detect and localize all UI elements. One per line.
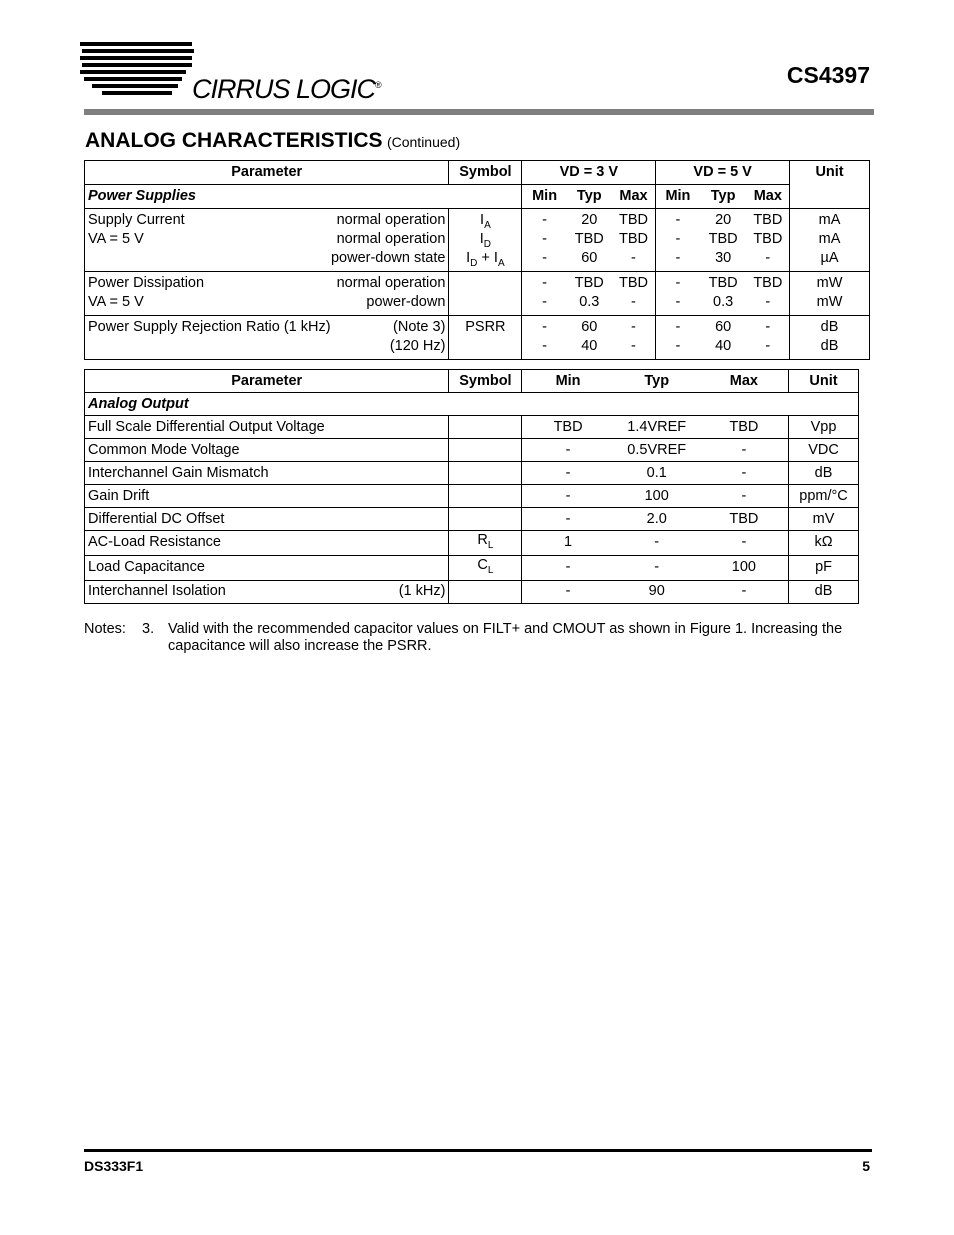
footer-rule bbox=[84, 1149, 872, 1152]
sub-typ: Typ bbox=[700, 185, 747, 209]
table-row bbox=[85, 508, 859, 531]
analog-output-table bbox=[84, 369, 859, 604]
header-min: Min bbox=[522, 370, 614, 393]
max-cell: - bbox=[700, 580, 789, 603]
max-cell: TBD bbox=[700, 508, 789, 531]
power-supplies-table bbox=[84, 160, 870, 360]
vd3-max: - - bbox=[612, 316, 656, 360]
header-symbol: Symbol bbox=[449, 370, 522, 393]
header-vd3: VD = 3 V bbox=[522, 161, 656, 185]
symbol-cell bbox=[449, 439, 522, 462]
param-cell: AC-Load Resistance bbox=[85, 531, 449, 556]
section-label-power-supplies: Power Supplies bbox=[85, 185, 522, 209]
symbol-cell bbox=[449, 462, 522, 485]
vd3-min: - - bbox=[522, 272, 567, 316]
typ-cell: 0.5VREF bbox=[614, 439, 700, 462]
vd5-typ: 20 TBD 30 bbox=[700, 209, 747, 272]
symbol-cell: PSRR bbox=[449, 316, 522, 360]
typ-cell: 90 bbox=[614, 580, 700, 603]
max-cell: 100 bbox=[700, 555, 789, 580]
cirrus-logic-logo bbox=[80, 36, 400, 106]
typ-cell: - bbox=[614, 531, 700, 556]
table-row bbox=[85, 416, 859, 439]
header-vd5: VD = 5 V bbox=[656, 161, 790, 185]
max-cell: TBD bbox=[700, 416, 789, 439]
min-cell: - bbox=[522, 508, 614, 531]
table-row bbox=[85, 485, 859, 508]
section-title: ANALOG CHARACTERISTICS bbox=[85, 129, 383, 152]
table-header-row bbox=[85, 161, 870, 185]
param-cell: Interchannel Gain Mismatch bbox=[85, 462, 449, 485]
vd5-min: - - bbox=[656, 272, 700, 316]
unit-cell: pF bbox=[789, 555, 859, 580]
sub-max: Max bbox=[612, 185, 656, 209]
symbol-cell bbox=[449, 485, 522, 508]
param-cell: Differential DC Offset bbox=[85, 508, 449, 531]
vd5-min: - - bbox=[656, 316, 700, 360]
logo-stripes-icon bbox=[80, 36, 200, 106]
vd3-max: TBD TBD - bbox=[612, 209, 656, 272]
unit-cell: Vpp bbox=[789, 416, 859, 439]
min-cell: TBD bbox=[522, 416, 614, 439]
table-row bbox=[85, 531, 859, 556]
min-cell: - bbox=[522, 439, 614, 462]
header-typ: Typ bbox=[614, 370, 700, 393]
notes-label: Notes: bbox=[84, 621, 126, 637]
section-heading bbox=[85, 129, 460, 153]
table-row bbox=[85, 555, 859, 580]
unit-cell: mW mW bbox=[790, 272, 870, 316]
vd5-max: TBD - bbox=[747, 272, 790, 316]
max-cell: - bbox=[700, 485, 789, 508]
param-power-dissipation: Power Dissipation normal operation VA = 5 V power-down bbox=[85, 272, 449, 316]
symbol-cell: $C_L$ bbox=[449, 555, 522, 580]
table-row bbox=[85, 462, 859, 485]
part-number: CS4397 bbox=[786, 62, 870, 88]
unit-cell: dB bbox=[789, 580, 859, 603]
unit-cell: mA mA µA bbox=[790, 209, 870, 272]
unit-cell: VDC bbox=[789, 439, 859, 462]
vd5-min: - - - bbox=[656, 209, 700, 272]
typ-cell: 2.0 bbox=[614, 508, 700, 531]
min-cell: 1 bbox=[522, 531, 614, 556]
vd5-max: - - bbox=[747, 316, 790, 360]
table-row bbox=[85, 580, 859, 603]
header-unit: Unit bbox=[790, 161, 870, 209]
param-cell: Interchannel Isolation (1 kHz) bbox=[85, 580, 449, 603]
max-cell: - bbox=[700, 531, 789, 556]
page-number: 5 bbox=[862, 1158, 870, 1174]
section-row bbox=[85, 393, 859, 416]
vd3-min: - - - bbox=[522, 209, 567, 272]
header-symbol: Symbol bbox=[449, 161, 522, 185]
logo-wordmark: CIRRUS LOGIC® bbox=[192, 74, 381, 104]
header-parameter: Parameter bbox=[85, 161, 449, 185]
vd3-typ: 60 40 bbox=[567, 316, 612, 360]
unit-cell: kΩ bbox=[789, 531, 859, 556]
typ-cell: 100 bbox=[614, 485, 700, 508]
typ-cell: 0.1 bbox=[614, 462, 700, 485]
sub-min: Min bbox=[522, 185, 567, 209]
typ-cell: - bbox=[614, 555, 700, 580]
sub-min: Min bbox=[656, 185, 700, 209]
vd3-typ: TBD 0.3 bbox=[567, 272, 612, 316]
table-row bbox=[85, 439, 859, 462]
unit-cell: dB dB bbox=[790, 316, 870, 360]
table-row bbox=[85, 316, 870, 360]
sub-max: Max bbox=[747, 185, 790, 209]
vd3-max: TBD - bbox=[612, 272, 656, 316]
table-header-row bbox=[85, 370, 859, 393]
param-cell: Common Mode Voltage bbox=[85, 439, 449, 462]
typ-cell: 1.4VREF bbox=[614, 416, 700, 439]
doc-id: DS333F1 bbox=[84, 1158, 144, 1174]
min-cell: - bbox=[522, 580, 614, 603]
symbol-cell: $I_A$ $I_D$ $I_D + I_A$ bbox=[449, 209, 522, 272]
min-cell: - bbox=[522, 485, 614, 508]
max-cell: - bbox=[700, 439, 789, 462]
symbol-cell bbox=[449, 416, 522, 439]
param-cell: Load Capacitance bbox=[85, 555, 449, 580]
vd5-typ: TBD 0.3 bbox=[700, 272, 747, 316]
param-cell: Gain Drift bbox=[85, 485, 449, 508]
header-max: Max bbox=[700, 370, 789, 393]
vd5-typ: 60 40 bbox=[700, 316, 747, 360]
param-cell: Full Scale Differential Output Voltage bbox=[85, 416, 449, 439]
note-number: 3. bbox=[142, 621, 155, 637]
min-cell: - bbox=[522, 555, 614, 580]
unit-cell: ppm/°C bbox=[789, 485, 859, 508]
min-cell: - bbox=[522, 462, 614, 485]
param-supply-current: Supply Current normal operation VA = 5 V normal operation power-down state bbox=[85, 209, 449, 272]
table-row bbox=[85, 272, 870, 316]
symbol-cell bbox=[449, 508, 522, 531]
param-psrr: Power Supply Rejection Ratio (1 kHz) (Note 3) (120 Hz) bbox=[85, 316, 449, 360]
vd5-max: TBD TBD - bbox=[747, 209, 790, 272]
symbol-cell bbox=[449, 272, 522, 316]
table-subheader-row bbox=[85, 185, 870, 209]
header-rule bbox=[84, 109, 874, 115]
table-row bbox=[85, 209, 870, 272]
section-label-analog-output: Analog Output bbox=[85, 393, 859, 416]
vd3-min: - - bbox=[522, 316, 567, 360]
header-parameter: Parameter bbox=[85, 370, 449, 393]
unit-cell: mV bbox=[789, 508, 859, 531]
symbol-cell bbox=[449, 580, 522, 603]
note-text: Valid with the recommended capacitor values on FILT+ and CMOUT as shown in Figure 1. Increasing the capacitance will also increase the PSRR. bbox=[168, 621, 843, 654]
vd3-typ: 20 TBD 60 bbox=[567, 209, 612, 272]
unit-cell: dB bbox=[789, 462, 859, 485]
section-subtitle: (Continued) bbox=[386, 134, 461, 150]
sub-typ: Typ bbox=[567, 185, 612, 209]
max-cell: - bbox=[700, 462, 789, 485]
symbol-cell: $R_L$ bbox=[449, 531, 522, 556]
header-unit: Unit bbox=[789, 370, 859, 393]
